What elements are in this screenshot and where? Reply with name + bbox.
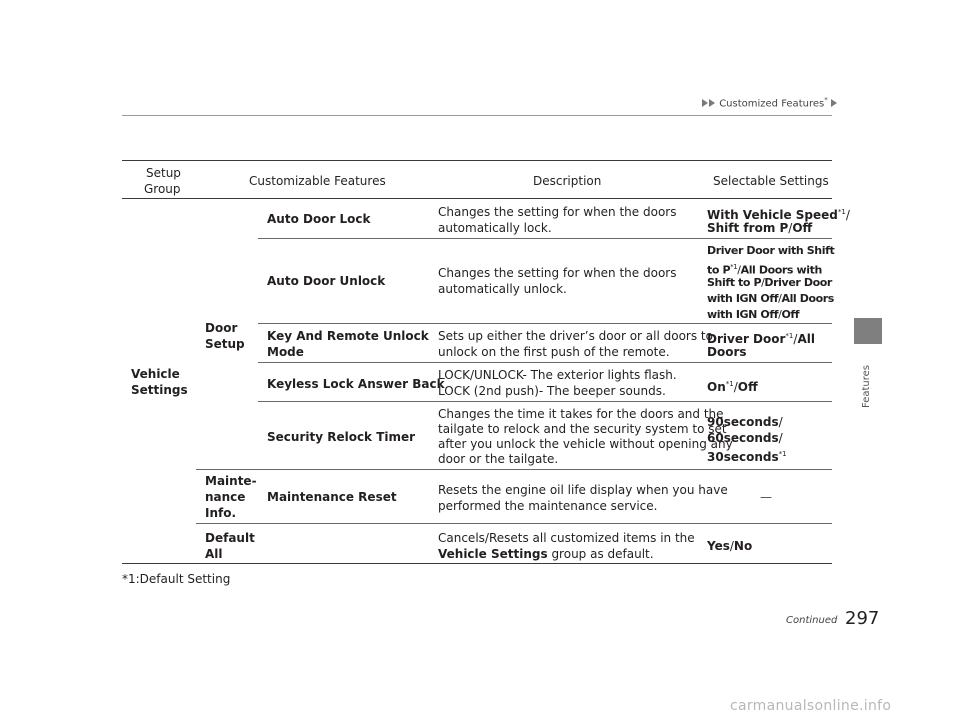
header-description: Description xyxy=(533,174,602,188)
setting-value: Shift from P/Off xyxy=(707,221,813,235)
feature-maintenance-reset: Maintenance Reset xyxy=(267,490,397,504)
triangle-icon xyxy=(831,99,837,107)
description-line: automatically unlock. xyxy=(438,282,567,296)
section-tab-label: Features xyxy=(861,365,872,408)
row-divider xyxy=(258,401,832,402)
page-number: 297 xyxy=(845,608,880,629)
description-line: door or the tailgate. xyxy=(438,452,559,466)
setting-value: Yes/No xyxy=(707,539,753,553)
setting-value: with IGN Off/Off xyxy=(707,308,800,321)
watermark: carmanualsonline.info xyxy=(730,698,892,714)
subgroup-door-line1: Door xyxy=(205,321,238,335)
description-line: tailgate to relock and the security system to set xyxy=(438,422,727,436)
setting-value: with IGN Off/All Doors xyxy=(707,292,834,305)
description-line: Changes the setting for when the doors xyxy=(438,205,677,219)
description-line: Changes the time it takes for the doors and the xyxy=(438,407,724,421)
description-line: LOCK/UNLOCK- The exterior lights flash. xyxy=(438,368,677,382)
setting-value: With Vehicle Speed$^{*1}$/ xyxy=(707,208,850,222)
header-features: Customizable Features xyxy=(249,174,386,188)
group-label-line2: Settings xyxy=(131,383,188,397)
continued-label: Continued xyxy=(786,615,838,626)
setting-value: — xyxy=(760,490,772,504)
subgroup-maint-line2: nance xyxy=(205,490,246,504)
row-divider xyxy=(258,238,832,239)
feature-security-relock: Security Relock Timer xyxy=(267,430,416,444)
setting-value: 30seconds$^{*1}$ xyxy=(707,450,787,464)
subgroup-default-line1: Default xyxy=(205,531,255,545)
description-line: Changes the setting for when the doors xyxy=(438,266,677,280)
breadcrumb-star: * xyxy=(824,96,828,104)
feature-key-remote-unlock: Key And Remote Unlock xyxy=(267,329,429,343)
feature-auto-door-lock: Auto Door Lock xyxy=(267,212,371,226)
description-line: performed the maintenance service. xyxy=(438,499,658,513)
breadcrumb-label: Customized Features xyxy=(719,98,825,110)
description-line: after you unlock the vehicle without opening any xyxy=(438,437,733,451)
description-line: unlock on the first push of the remote. xyxy=(438,345,670,359)
description-line: Resets the engine oil life display when you have xyxy=(438,483,728,497)
header-setup: Setup xyxy=(146,166,181,180)
feature-auto-door-unlock: Auto Door Unlock xyxy=(267,274,386,288)
setting-value: 90seconds/ xyxy=(707,415,783,429)
triangle-icon xyxy=(709,99,715,107)
setting-value: Doors xyxy=(707,345,747,359)
setting-value: Driver Door with Shift xyxy=(707,244,835,257)
subgroup-maint-line1: Mainte- xyxy=(205,474,257,488)
description-line: Sets up either the driver’s door or all doors to xyxy=(438,329,713,343)
setting-value: On$^{*1}$/Off xyxy=(707,380,758,394)
setting-value: 60seconds/ xyxy=(707,431,783,445)
setting-value: Shift to P/Driver Door xyxy=(707,276,832,289)
section-tab-marker xyxy=(854,318,882,344)
description-line: Vehicle Settings group as default. xyxy=(438,547,654,561)
subgroup-maint-line3: Info. xyxy=(205,506,237,520)
footnote: *1:Default Setting xyxy=(122,572,231,586)
setting-value: to $P^{*1}$/All Doors with xyxy=(707,263,822,277)
table-bottom-rule xyxy=(122,563,832,564)
table-top-rule xyxy=(122,160,832,161)
row-divider xyxy=(258,362,832,363)
row-divider xyxy=(196,469,832,470)
header-group: Group xyxy=(144,182,181,196)
row-divider xyxy=(258,323,832,324)
description-line: Cancels/Resets all customized items in the xyxy=(438,531,695,545)
group-label-line1: Vehicle xyxy=(131,367,180,381)
feature-keyless-answer-back: Keyless Lock Answer Back xyxy=(267,377,445,391)
feature-key-remote-unlock-line2: Mode xyxy=(267,345,304,359)
triangle-icon xyxy=(702,99,708,107)
subgroup-default-line2: All xyxy=(205,547,223,561)
header-rule xyxy=(122,115,832,116)
row-divider xyxy=(196,523,832,524)
breadcrumb xyxy=(702,93,838,111)
subgroup-door-line2: Setup xyxy=(205,337,245,351)
description-line: automatically lock. xyxy=(438,221,552,235)
header-settings: Selectable Settings xyxy=(713,174,829,188)
table-header-rule xyxy=(122,198,832,199)
description-line: LOCK (2nd push)- The beeper sounds. xyxy=(438,384,666,398)
setting-value: Driver Door$^{*1}$/All xyxy=(707,332,815,346)
